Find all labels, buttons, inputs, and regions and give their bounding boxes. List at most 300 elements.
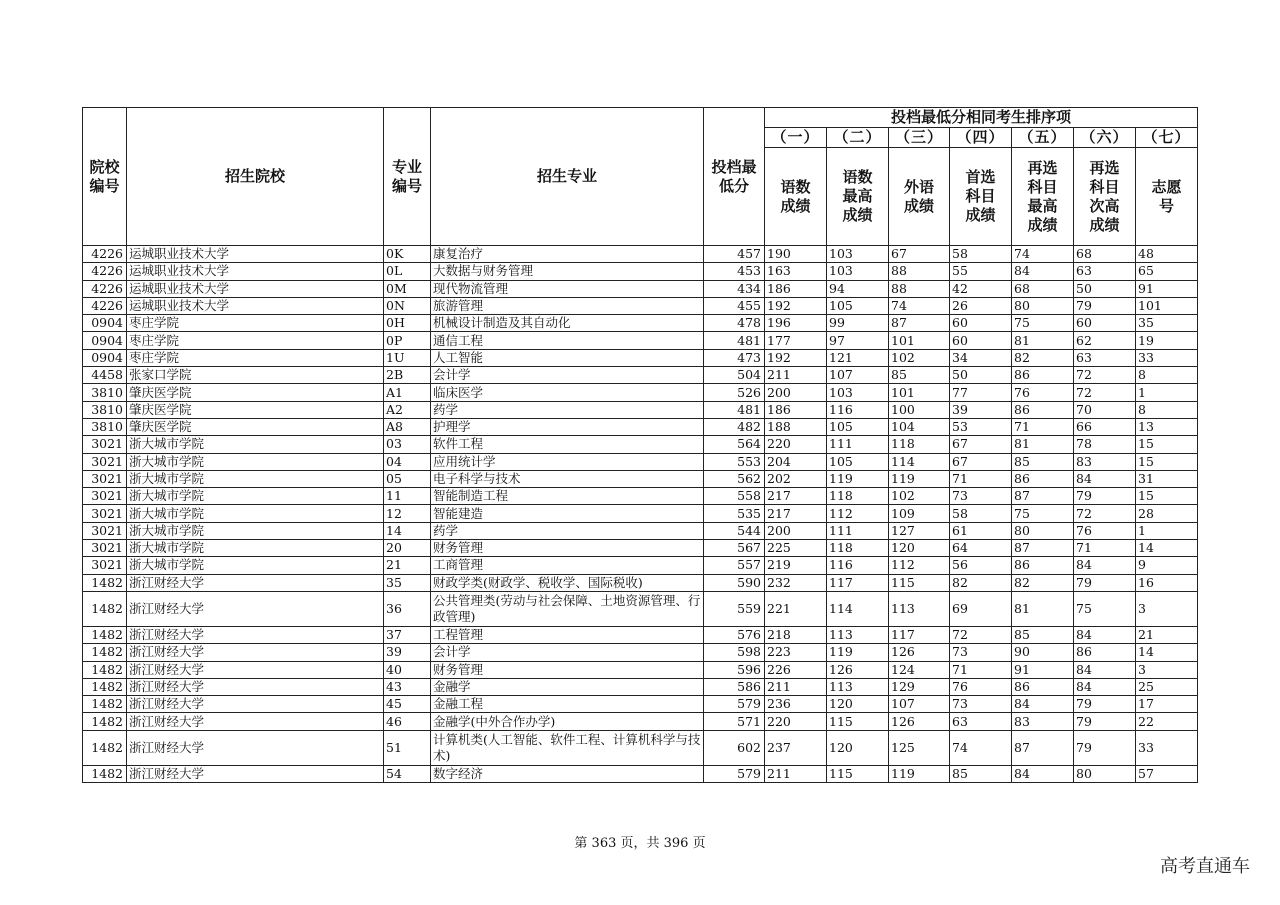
cell-code: 3021 (83, 453, 127, 470)
cell-major-code: 14 (384, 522, 431, 539)
cell-min-score: 473 (704, 349, 765, 366)
cell-c4: 34 (950, 349, 1012, 366)
cell-c1: 192 (765, 349, 827, 366)
table-row (83, 453, 1198, 470)
cell-c1: 220 (765, 713, 827, 730)
cell-c7: 13 (1136, 418, 1198, 435)
cell-c2: 119 (827, 644, 889, 661)
cell-c4: 85 (950, 765, 1012, 782)
cell-c1: 211 (765, 765, 827, 782)
table-row (83, 730, 1198, 765)
cell-code: 3021 (83, 470, 127, 487)
cell-c3: 74 (889, 297, 950, 314)
cell-c1: 177 (765, 332, 827, 349)
cell-major-code: 04 (384, 453, 431, 470)
table-row (83, 644, 1198, 661)
cell-major: 财政学类(财政学、税收学、国际税收) (431, 574, 704, 591)
cell-code: 3810 (83, 401, 127, 418)
cell-c6: 70 (1074, 401, 1136, 418)
cell-c4: 82 (950, 574, 1012, 591)
cell-school: 肇庆医学院 (127, 384, 384, 401)
cell-min-score: 481 (704, 332, 765, 349)
cell-major: 智能制造工程 (431, 488, 704, 505)
cell-school: 运城职业技术大学 (127, 297, 384, 314)
cell-major: 数字经济 (431, 765, 704, 782)
cell-c2: 114 (827, 591, 889, 626)
header-tiebreak-title: 投档最低分相同考生排序项 (765, 108, 1198, 128)
cell-c1: 190 (765, 246, 827, 263)
cell-school: 浙江财经大学 (127, 713, 384, 730)
header-major: 招生专业 (431, 108, 704, 246)
header-tiebreak-label: 志愿号 (1136, 148, 1198, 246)
cell-c6: 80 (1074, 765, 1136, 782)
cell-code: 1482 (83, 765, 127, 782)
cell-c7: 14 (1136, 540, 1198, 557)
cell-c1: 225 (765, 540, 827, 557)
cell-c6: 84 (1074, 661, 1136, 678)
cell-school: 浙江财经大学 (127, 765, 384, 782)
cell-code: 4226 (83, 246, 127, 263)
cell-c5: 75 (1012, 505, 1074, 522)
cell-c1: 226 (765, 661, 827, 678)
cell-c7: 17 (1136, 696, 1198, 713)
cell-c7: 19 (1136, 332, 1198, 349)
cell-school: 浙大城市学院 (127, 540, 384, 557)
table-row (83, 713, 1198, 730)
cell-c6: 60 (1074, 315, 1136, 332)
cell-c7: 22 (1136, 713, 1198, 730)
table-row (83, 626, 1198, 643)
cell-min-score: 602 (704, 730, 765, 765)
cell-c5: 87 (1012, 488, 1074, 505)
cell-min-score: 579 (704, 765, 765, 782)
cell-min-score: 482 (704, 418, 765, 435)
cell-c3: 129 (889, 678, 950, 695)
cell-c2: 120 (827, 730, 889, 765)
cell-major: 财务管理 (431, 540, 704, 557)
cell-c3: 118 (889, 436, 950, 453)
cell-min-score: 596 (704, 661, 765, 678)
header-major-code: 专业编号 (384, 108, 431, 246)
cell-c6: 79 (1074, 730, 1136, 765)
cell-c1: 196 (765, 315, 827, 332)
cell-major-code: 43 (384, 678, 431, 695)
cell-c7: 57 (1136, 765, 1198, 782)
cell-school: 浙大城市学院 (127, 522, 384, 539)
cell-major-code: 11 (384, 488, 431, 505)
cell-c3: 119 (889, 765, 950, 782)
header-school: 招生院校 (127, 108, 384, 246)
cell-c7: 3 (1136, 591, 1198, 626)
cell-c2: 121 (827, 349, 889, 366)
cell-c3: 102 (889, 488, 950, 505)
cell-c5: 86 (1012, 401, 1074, 418)
cell-major-code: 40 (384, 661, 431, 678)
cell-c2: 103 (827, 384, 889, 401)
header-tiebreak-label: 首选科目成绩 (950, 148, 1012, 246)
cell-min-score: 481 (704, 401, 765, 418)
cell-c6: 86 (1074, 644, 1136, 661)
cell-school: 肇庆医学院 (127, 418, 384, 435)
cell-school: 浙大城市学院 (127, 436, 384, 453)
cell-min-score: 553 (704, 453, 765, 470)
cell-c5: 82 (1012, 349, 1074, 366)
cell-major-code: 12 (384, 505, 431, 522)
cell-school: 枣庄学院 (127, 349, 384, 366)
cell-c5: 87 (1012, 730, 1074, 765)
cell-code: 1482 (83, 678, 127, 695)
cell-code: 3021 (83, 522, 127, 539)
cell-c1: 186 (765, 401, 827, 418)
table-row (83, 574, 1198, 591)
cell-major: 金融学 (431, 678, 704, 695)
cell-c1: 223 (765, 644, 827, 661)
cell-c5: 75 (1012, 315, 1074, 332)
cell-code: 3021 (83, 488, 127, 505)
cell-c2: 97 (827, 332, 889, 349)
cell-code: 1482 (83, 713, 127, 730)
cell-c3: 124 (889, 661, 950, 678)
header-tiebreak-num: （七） (1136, 128, 1198, 148)
cell-major-code: 0P (384, 332, 431, 349)
cell-school: 浙江财经大学 (127, 591, 384, 626)
cell-major: 药学 (431, 522, 704, 539)
cell-c7: 8 (1136, 401, 1198, 418)
cell-major-code: 21 (384, 557, 431, 574)
cell-c7: 16 (1136, 574, 1198, 591)
cell-school: 浙江财经大学 (127, 644, 384, 661)
cell-c5: 86 (1012, 678, 1074, 695)
cell-major: 智能建造 (431, 505, 704, 522)
cell-major-code: 51 (384, 730, 431, 765)
cell-c2: 115 (827, 713, 889, 730)
cell-code: 1482 (83, 591, 127, 626)
cell-c7: 33 (1136, 349, 1198, 366)
cell-major: 工程管理 (431, 626, 704, 643)
cell-code: 1482 (83, 574, 127, 591)
cell-min-score: 562 (704, 470, 765, 487)
cell-c7: 101 (1136, 297, 1198, 314)
cell-code: 3810 (83, 384, 127, 401)
cell-c3: 119 (889, 470, 950, 487)
cell-c7: 9 (1136, 557, 1198, 574)
cell-c7: 35 (1136, 315, 1198, 332)
cell-school: 浙大城市学院 (127, 470, 384, 487)
cell-c4: 76 (950, 678, 1012, 695)
cell-c2: 94 (827, 280, 889, 297)
cell-c3: 88 (889, 280, 950, 297)
table-row (83, 470, 1198, 487)
header-code: 院校编号 (83, 108, 127, 246)
cell-school: 浙江财经大学 (127, 661, 384, 678)
cell-min-score: 586 (704, 678, 765, 695)
cell-c4: 67 (950, 453, 1012, 470)
cell-school: 浙江财经大学 (127, 730, 384, 765)
cell-major: 会计学 (431, 367, 704, 384)
cell-c1: 232 (765, 574, 827, 591)
cell-c4: 53 (950, 418, 1012, 435)
cell-min-score: 567 (704, 540, 765, 557)
header-tiebreak-label: 再选科目次高成绩 (1074, 148, 1136, 246)
cell-min-score: 455 (704, 297, 765, 314)
table-row (83, 401, 1198, 418)
cell-c7: 8 (1136, 367, 1198, 384)
cell-major-code: 45 (384, 696, 431, 713)
cell-c7: 31 (1136, 470, 1198, 487)
table-row (83, 540, 1198, 557)
cell-school: 浙大城市学院 (127, 557, 384, 574)
cell-c4: 55 (950, 263, 1012, 280)
cell-code: 3021 (83, 557, 127, 574)
cell-min-score: 453 (704, 263, 765, 280)
header-tiebreak-num: （五） (1012, 128, 1074, 148)
cell-major: 旅游管理 (431, 297, 704, 314)
table-row (83, 591, 1198, 626)
cell-school: 枣庄学院 (127, 315, 384, 332)
cell-c1: 204 (765, 453, 827, 470)
cell-c3: 114 (889, 453, 950, 470)
cell-c2: 116 (827, 557, 889, 574)
cell-c7: 33 (1136, 730, 1198, 765)
cell-c5: 87 (1012, 540, 1074, 557)
cell-c3: 120 (889, 540, 950, 557)
cell-c4: 50 (950, 367, 1012, 384)
watermark: 高考直通车 (1160, 856, 1250, 877)
page-number: 第 363 页，共 396 页 (574, 836, 706, 851)
cell-c1: 192 (765, 297, 827, 314)
cell-min-score: 504 (704, 367, 765, 384)
table-row (83, 678, 1198, 695)
cell-c4: 71 (950, 661, 1012, 678)
cell-c2: 118 (827, 488, 889, 505)
cell-c5: 84 (1012, 263, 1074, 280)
cell-c6: 63 (1074, 349, 1136, 366)
header-tiebreak-label: 语数最高成绩 (827, 148, 889, 246)
cell-code: 1482 (83, 696, 127, 713)
cell-school: 浙江财经大学 (127, 626, 384, 643)
cell-c4: 77 (950, 384, 1012, 401)
cell-c1: 217 (765, 488, 827, 505)
cell-c1: 237 (765, 730, 827, 765)
cell-c4: 67 (950, 436, 1012, 453)
cell-c2: 113 (827, 626, 889, 643)
table-row (83, 418, 1198, 435)
cell-c5: 84 (1012, 696, 1074, 713)
cell-c2: 126 (827, 661, 889, 678)
cell-c1: 186 (765, 280, 827, 297)
cell-c7: 15 (1136, 436, 1198, 453)
cell-c4: 60 (950, 332, 1012, 349)
cell-c3: 85 (889, 367, 950, 384)
cell-c3: 100 (889, 401, 950, 418)
cell-c5: 76 (1012, 384, 1074, 401)
cell-min-score: 557 (704, 557, 765, 574)
header-tiebreak-num: （四） (950, 128, 1012, 148)
cell-min-score: 559 (704, 591, 765, 626)
cell-c4: 26 (950, 297, 1012, 314)
cell-major-code: A8 (384, 418, 431, 435)
cell-major-code: 54 (384, 765, 431, 782)
cell-c7: 91 (1136, 280, 1198, 297)
cell-code: 4226 (83, 263, 127, 280)
cell-c3: 87 (889, 315, 950, 332)
cell-min-score: 571 (704, 713, 765, 730)
cell-c7: 14 (1136, 644, 1198, 661)
cell-c3: 102 (889, 349, 950, 366)
cell-code: 3810 (83, 418, 127, 435)
cell-c4: 63 (950, 713, 1012, 730)
cell-school: 浙江财经大学 (127, 574, 384, 591)
cell-major-code: 46 (384, 713, 431, 730)
cell-school: 浙大城市学院 (127, 505, 384, 522)
cell-c3: 126 (889, 713, 950, 730)
cell-major: 公共管理类(劳动与社会保障、土地资源管理、行政管理) (431, 591, 704, 626)
cell-min-score: 558 (704, 488, 765, 505)
cell-c6: 79 (1074, 713, 1136, 730)
cell-c6: 83 (1074, 453, 1136, 470)
cell-c2: 111 (827, 522, 889, 539)
cell-c4: 42 (950, 280, 1012, 297)
cell-c7: 48 (1136, 246, 1198, 263)
cell-c2: 112 (827, 505, 889, 522)
table-row (83, 246, 1198, 263)
cell-min-score: 457 (704, 246, 765, 263)
header-tiebreak-label: 再选科目最高成绩 (1012, 148, 1074, 246)
cell-c2: 103 (827, 246, 889, 263)
table-row (83, 367, 1198, 384)
header-tiebreak-num: （二） (827, 128, 889, 148)
cell-major-code: 03 (384, 436, 431, 453)
cell-c3: 101 (889, 384, 950, 401)
cell-code: 3021 (83, 436, 127, 453)
cell-c4: 60 (950, 315, 1012, 332)
cell-c4: 71 (950, 470, 1012, 487)
cell-c3: 125 (889, 730, 950, 765)
cell-c3: 117 (889, 626, 950, 643)
cell-c5: 86 (1012, 557, 1074, 574)
cell-min-score: 478 (704, 315, 765, 332)
cell-c7: 65 (1136, 263, 1198, 280)
cell-c5: 82 (1012, 574, 1074, 591)
header-tiebreak-label: 语数成绩 (765, 148, 827, 246)
cell-min-score: 544 (704, 522, 765, 539)
cell-c2: 111 (827, 436, 889, 453)
cell-school: 肇庆医学院 (127, 401, 384, 418)
cell-major: 金融工程 (431, 696, 704, 713)
cell-code: 3021 (83, 505, 127, 522)
cell-major-code: 1U (384, 349, 431, 366)
cell-school: 运城职业技术大学 (127, 246, 384, 263)
cell-c5: 68 (1012, 280, 1074, 297)
cell-major: 通信工程 (431, 332, 704, 349)
table-row (83, 522, 1198, 539)
header-tiebreak-num: （一） (765, 128, 827, 148)
cell-c2: 120 (827, 696, 889, 713)
cell-major-code: 36 (384, 591, 431, 626)
cell-code: 4458 (83, 367, 127, 384)
cell-c6: 72 (1074, 367, 1136, 384)
header-min-score: 投档最低分 (704, 108, 765, 246)
table-row (83, 557, 1198, 574)
cell-major: 电子科学与技术 (431, 470, 704, 487)
cell-c1: 236 (765, 696, 827, 713)
cell-min-score: 526 (704, 384, 765, 401)
cell-c6: 78 (1074, 436, 1136, 453)
cell-c6: 63 (1074, 263, 1136, 280)
cell-major: 现代物流管理 (431, 280, 704, 297)
cell-school: 浙大城市学院 (127, 453, 384, 470)
cell-major: 人工智能 (431, 349, 704, 366)
cell-c1: 219 (765, 557, 827, 574)
table-row (83, 280, 1198, 297)
cell-c7: 15 (1136, 488, 1198, 505)
table-row (83, 384, 1198, 401)
cell-c4: 64 (950, 540, 1012, 557)
cell-c1: 188 (765, 418, 827, 435)
cell-c3: 101 (889, 332, 950, 349)
cell-code: 0904 (83, 315, 127, 332)
cell-major-code: 35 (384, 574, 431, 591)
cell-code: 0904 (83, 349, 127, 366)
cell-major: 应用统计学 (431, 453, 704, 470)
table-row (83, 263, 1198, 280)
cell-min-score: 579 (704, 696, 765, 713)
cell-c1: 200 (765, 522, 827, 539)
cell-code: 1482 (83, 730, 127, 765)
cell-major-code: 05 (384, 470, 431, 487)
cell-c6: 79 (1074, 297, 1136, 314)
cell-c6: 79 (1074, 696, 1136, 713)
cell-c2: 105 (827, 297, 889, 314)
cell-c2: 99 (827, 315, 889, 332)
cell-c6: 84 (1074, 557, 1136, 574)
cell-c6: 66 (1074, 418, 1136, 435)
cell-c4: 58 (950, 505, 1012, 522)
table-row (83, 349, 1198, 366)
cell-major-code: 0K (384, 246, 431, 263)
cell-c1: 218 (765, 626, 827, 643)
cell-c3: 88 (889, 263, 950, 280)
cell-code: 1482 (83, 626, 127, 643)
cell-c5: 74 (1012, 246, 1074, 263)
cell-code: 0904 (83, 332, 127, 349)
cell-major-code: 0H (384, 315, 431, 332)
header-tiebreak-num: （六） (1074, 128, 1136, 148)
cell-min-score: 598 (704, 644, 765, 661)
header-tiebreak-num: （三） (889, 128, 950, 148)
cell-c2: 107 (827, 367, 889, 384)
cell-c4: 69 (950, 591, 1012, 626)
table-row (83, 696, 1198, 713)
cell-c2: 118 (827, 540, 889, 557)
cell-c1: 163 (765, 263, 827, 280)
cell-c5: 80 (1012, 522, 1074, 539)
cell-c1: 217 (765, 505, 827, 522)
cell-major: 计算机类(人工智能、软件工程、计算机科学与技术) (431, 730, 704, 765)
cell-c3: 113 (889, 591, 950, 626)
cell-school: 枣庄学院 (127, 332, 384, 349)
cell-c2: 105 (827, 453, 889, 470)
cell-c5: 85 (1012, 626, 1074, 643)
cell-c5: 90 (1012, 644, 1074, 661)
cell-c7: 21 (1136, 626, 1198, 643)
cell-c3: 112 (889, 557, 950, 574)
cell-c3: 115 (889, 574, 950, 591)
cell-c5: 86 (1012, 470, 1074, 487)
cell-c1: 220 (765, 436, 827, 453)
cell-c4: 39 (950, 401, 1012, 418)
cell-major: 会计学 (431, 644, 704, 661)
